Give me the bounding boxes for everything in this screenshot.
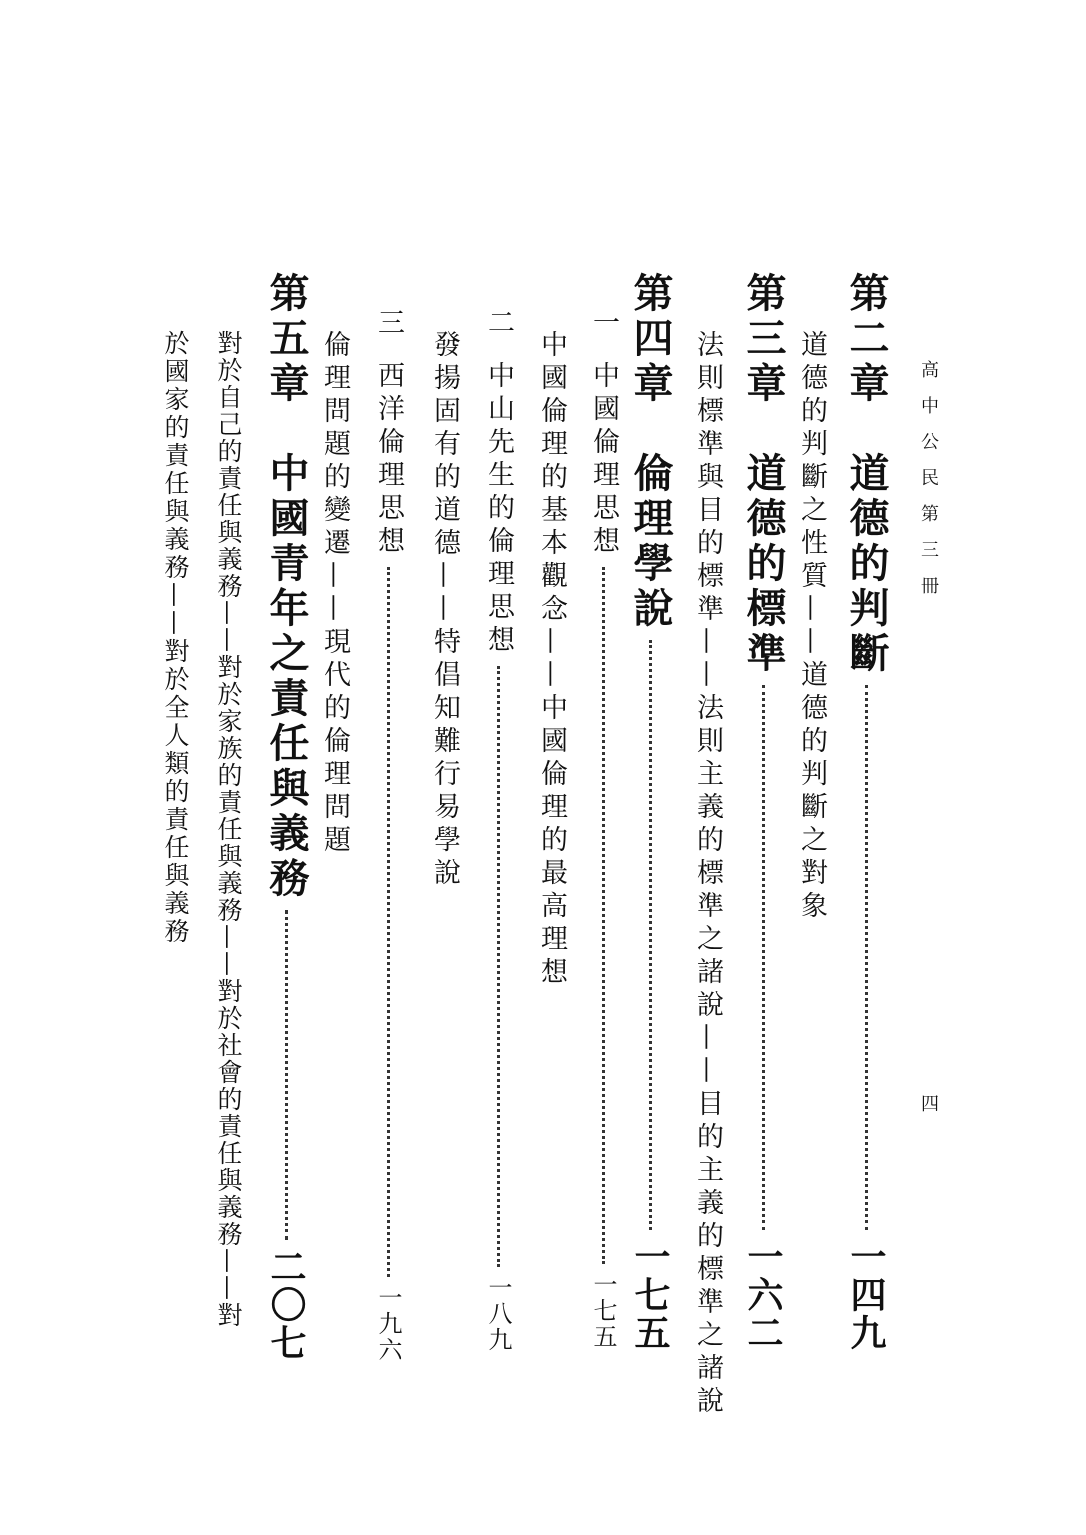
- toc-subtopic-text: 法則標準與目的標準——法則主義的標準之諸說——目的主義的標準之諸說: [692, 330, 723, 1419]
- section-number: 二: [483, 308, 514, 341]
- toc-page: 二〇七: [265, 1248, 307, 1362]
- toc-chapter-3: [735, 272, 792, 1352]
- toc-subtopic-text: 道德的判斷之性質——道德的判斷之對象: [796, 330, 827, 924]
- toc-page: 一七五: [589, 1272, 617, 1350]
- toc-chapter-5: [258, 272, 315, 1362]
- toc-subtopics: [532, 330, 571, 990]
- toc-subtopic-text: 對於自己的責任與義務——對於家族的責任與義務——對於社會的責任與義務——對: [214, 330, 243, 1329]
- toc-page: 一六二: [742, 1238, 784, 1352]
- dot-leader: [497, 666, 500, 1267]
- toc-title: 第三章 道德的標準: [740, 272, 787, 677]
- toc-page: 一四九: [845, 1238, 887, 1352]
- toc-title: 第五章 中國青年之責任與義務: [263, 272, 310, 902]
- toc-chapter-2: [838, 272, 895, 1352]
- toc-section-2: [479, 308, 518, 1353]
- toc-title: 中山先生的倫理思想: [483, 361, 514, 658]
- toc-title: 第四章 倫理學說: [627, 272, 674, 632]
- toc-subtopics: [425, 330, 464, 891]
- toc-title: 第二章 道德的判斷: [843, 272, 890, 677]
- toc-subtopics: [688, 330, 727, 1419]
- dot-leader: [865, 685, 868, 1230]
- dot-leader: [387, 567, 390, 1277]
- toc-subtopics: [210, 330, 246, 1329]
- toc-subtopic-text: 中國倫理的基本觀念——中國倫理的最高理想: [536, 330, 567, 990]
- toc-title: 中國倫理思想: [588, 361, 619, 559]
- header-title: 高中公民第三冊: [918, 360, 939, 612]
- toc-page: 一七五: [629, 1238, 671, 1352]
- toc-page: 一八九: [484, 1275, 512, 1353]
- toc-section-3: [369, 308, 408, 1363]
- running-header: [915, 360, 941, 1130]
- header-page-number: 四: [918, 1094, 939, 1130]
- toc-subtopics: [157, 330, 193, 946]
- section-number: 三: [373, 308, 404, 341]
- toc-subtopics: [315, 330, 354, 858]
- dot-leader: [762, 685, 765, 1230]
- section-number: 一: [588, 308, 619, 341]
- toc-page: 一九六: [374, 1285, 402, 1363]
- dot-leader: [649, 640, 652, 1230]
- dot-leader: [602, 567, 605, 1264]
- toc-subtopic-text: 於國家的責任與義務——對於全人類的責任與義務: [161, 330, 190, 946]
- toc-title: 西洋倫理思想: [373, 361, 404, 559]
- toc-subtopic-text: 倫理問題的變遷——現代的倫理問題: [319, 330, 350, 858]
- toc-subtopics: [792, 330, 831, 924]
- toc-chapter-4: [622, 272, 679, 1352]
- toc-subtopic-text: 發揚固有的道德——特倡知難行易學說: [429, 330, 460, 891]
- toc-section-1: [584, 308, 623, 1350]
- dot-leader: [285, 910, 288, 1240]
